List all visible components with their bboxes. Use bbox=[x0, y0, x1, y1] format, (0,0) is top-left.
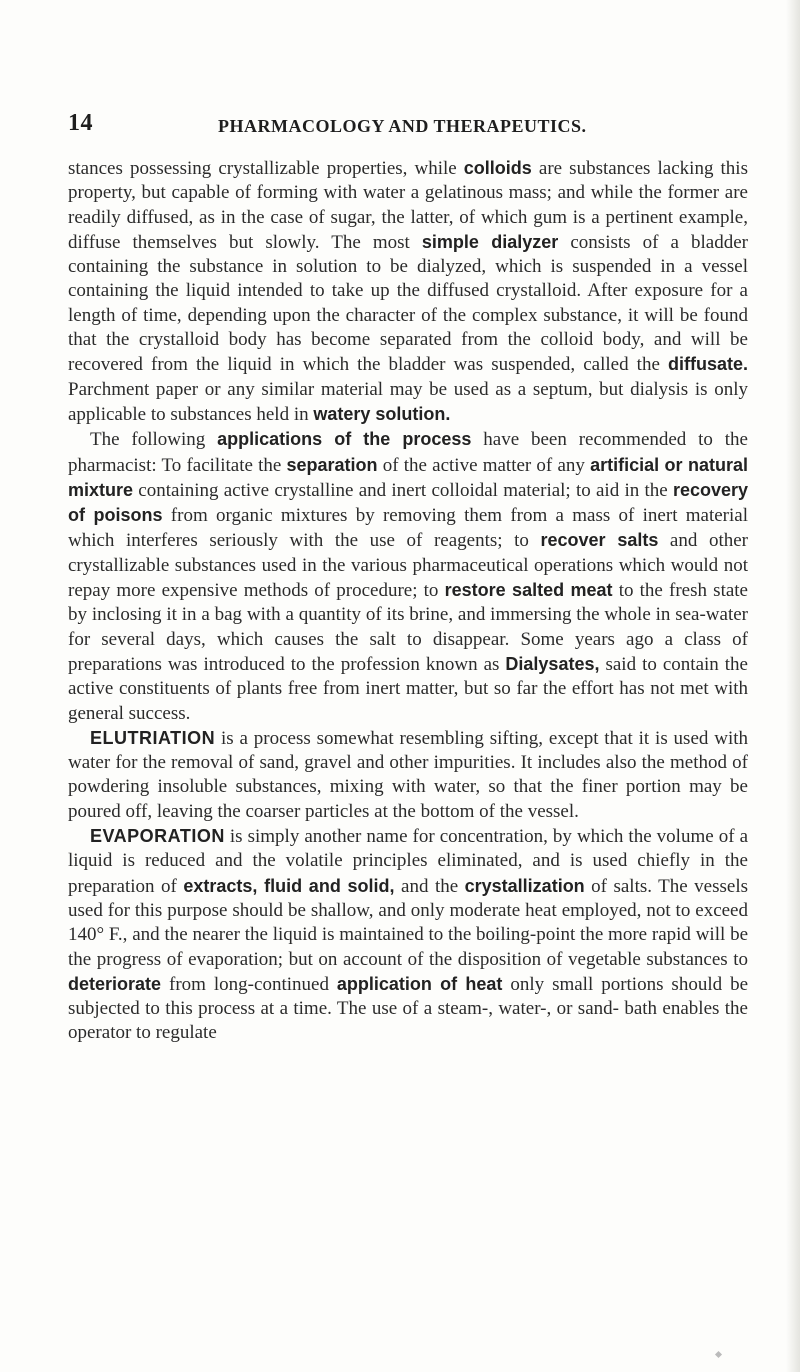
keyword: application of heat bbox=[336, 973, 503, 994]
keyword: extracts, fluid and solid, bbox=[183, 875, 395, 896]
keyword: simple dialyzer bbox=[421, 231, 559, 252]
paragraph-dialysis: stances possessing crystallizable properties, while colloids are substances lacking this property, but capable of forming with water a gelatinous mass; and while the former are readily diffused, as in the case of sugar, the latter, of which gum is a pertinent example, diffuse themselves but slowly. The most simple dialyzer consists of a bladder containing the substance in solution to be dialyzed, which is suspended in a vessel containing the liquid intended to take up the diffused crystalloid. After exposure for a length of time, depending upon the character of the complex substance, it will be found that the crystalloid body has become separated from the colloid body, and will be recovered from the liquid in which the bladder was suspended, called the diffusate. Parchment paper or any similar material may be used as a septum, but dialysis is only applicable to substances held in watery solution. bbox=[68, 158, 748, 425]
keyword: watery solution. bbox=[313, 403, 451, 424]
keyword: Dialysates, bbox=[505, 653, 600, 674]
paragraph-evaporation: EVAPORATION is simply another name for concentration, by which the volume of a liquid is reduced and the volatile principles eliminated, and is used chiefly in the preparation of extracts, fluid and solid, and the crystallization of salts. The vessels used for this purpose should be shallow, and only moderate heat employed, not to exceed 140° F., and the nearer the liquid is maintained to the boiling-point the more rapid will be the progress of evaporation; but on account of the disposition of vegetable substances to deteriorate from long-continued application of heat only small portions should be subjected to this process at a time. The use of a steam-, water-, or sand- bath enables the operator to regulate bbox=[68, 826, 749, 1044]
section-term: ELUTRIATION bbox=[90, 727, 216, 748]
body-text bbox=[68, 156, 748, 1046]
page-number: 14 bbox=[68, 110, 93, 136]
paragraph-elutriation: ELUTRIATION is a process somewhat resembling sifting, except that it is used with water for the removal of sand, gravel and other impurities. It includes also the method of powdering insoluble substances, mixing with water, so that the finer portion may be poured off, leaving the coarser particles at the bottom of the vessel. bbox=[68, 727, 748, 822]
print-speck bbox=[715, 1351, 722, 1358]
keyword: separation bbox=[286, 454, 378, 475]
running-title: PHARMACOLOGY AND THERAPEUTICS. bbox=[218, 116, 587, 136]
paragraph-applications: The following applications of the process have been recommended to the pharmacist: To facilitate the separation of the active matter of any artificial or natural mixture containing active crystalline and inert colloidal material; to aid in the recovery of poisons from organic mixtures by removing them from a mass of inert material which interferes seriously with the use of reagents; to recover salts and other crystallizable substances used in the various pharmaceutical operations which would not repay more expensive methods of procedure; to restore salted meat to the fresh state by inclosing it in a bag with a quantity of its brine, and immersing the whole in sea-water for several days, which causes the salt to disappear. Some years ago a class of preparations was introduced to the profession known as Dialysates, said to contain the active constituents of plants free from inert matter, but so far the effort has not met with general success. bbox=[68, 429, 749, 724]
section-term: EVAPORATION bbox=[90, 826, 225, 847]
keyword: applications of the process bbox=[217, 429, 472, 450]
keyword: artificial or natural mixture bbox=[68, 454, 749, 500]
page-edge-shadow bbox=[786, 0, 800, 1372]
keyword: recovery of poisons bbox=[68, 479, 748, 526]
keyword: deteriorate bbox=[68, 973, 162, 994]
keyword: recover salts bbox=[540, 530, 659, 551]
keyword: diffusate. bbox=[667, 354, 748, 375]
keyword: restore salted meat bbox=[444, 580, 613, 601]
keyword: colloids bbox=[463, 158, 532, 178]
keyword: crystallization bbox=[464, 875, 585, 896]
